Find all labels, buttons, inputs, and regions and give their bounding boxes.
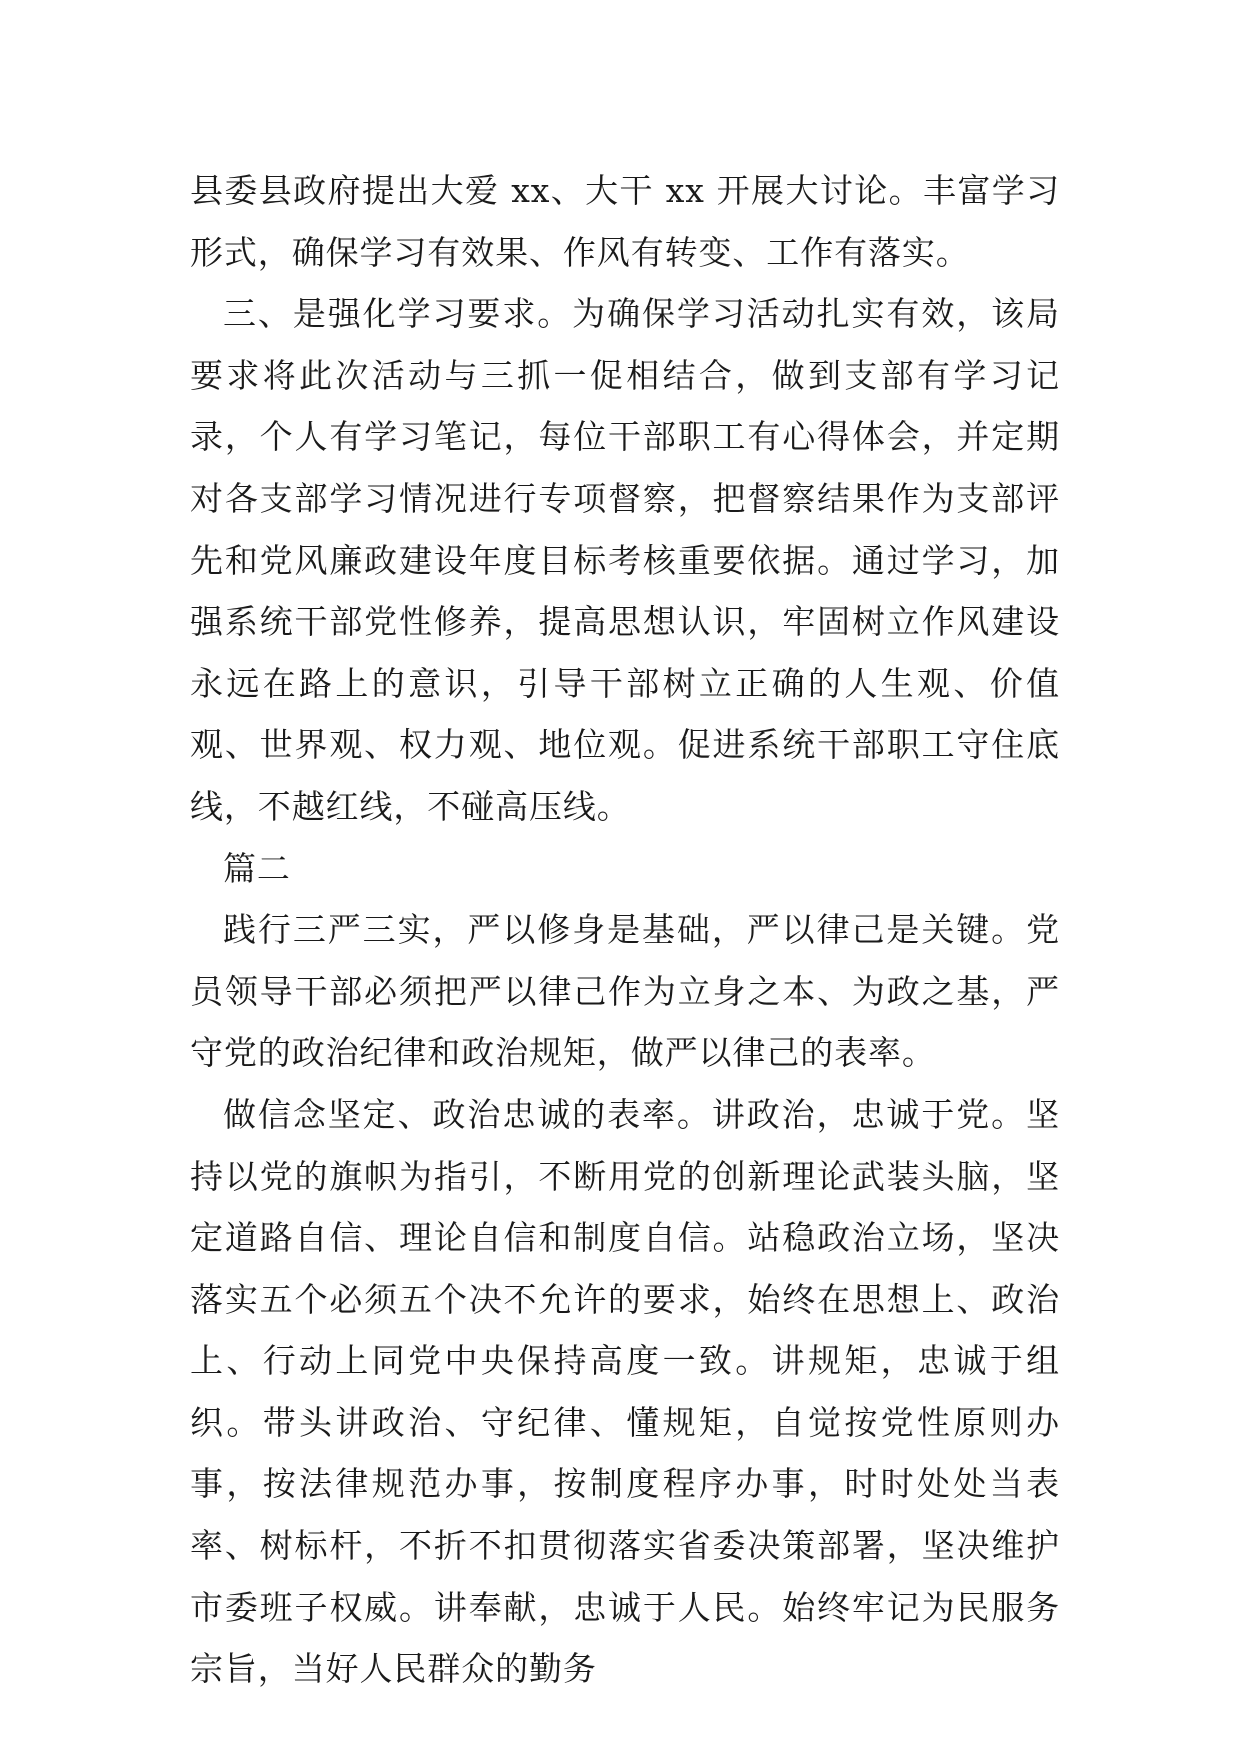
section-heading: 篇二	[223, 848, 291, 888]
paragraph-political-loyalty: 做信念坚定、政治忠诚的表率。讲政治，忠诚于党。坚持以党的旗帜为指引，不断用党的创新理论武装头脑，坚定道路自信、理论自信和制度自信。站稳政治立场，坚决落实五个必须五个决不允许的要求，始终在思想上、政治上、行动上同党中央保持高度一致。讲规矩，忠诚于组织。带头讲政治、守纪律、懂规矩，自觉按党性原则办事，按法律规范办事，按制度程序办事，时时处处当表率、树标杆，不折不扣贯彻落实省委决策部署，坚决维护市委班子权威。讲奉献，忠诚于人民。始终牢记为民服务宗旨，当好人民群众的勤务	[190, 1094, 1060, 1689]
paragraph-study-requirements: 三、是强化学习要求。为确保学习活动扎实有效，该局要求将此次活动与三抓一促相结合，做到支部有学习记录，个人有学习笔记，每位干部职工有心得体会，并定期对各支部学习情况进行专项督察，把督察结果作为支部评先和党风廉政建设年度目标考核重要依据。通过学习，加强系统干部党性修养，提高思想认识，牢固树立作风建设永远在路上的意识，引导干部树立正确的人生观、价值观、世界观、权力观、地位观。促进系统干部职工守住底线，不越红线，不碰高压线。	[190, 294, 1060, 826]
paragraph-self-discipline: 践行三严三实，严以修身是基础，严以律己是关键。党员领导干部必须把严以律己作为立身之本、为政之基，严守党的政治纪律和政治规矩，做严以律己的表率。	[190, 910, 1060, 1073]
document-body	[190, 160, 1060, 1700]
paragraph-continued: 县委县政府提出大爱 xx、大干 xx 开展大讨论。丰富学习形式，确保学习有效果、作风有转变、工作有落实。	[190, 171, 1060, 272]
